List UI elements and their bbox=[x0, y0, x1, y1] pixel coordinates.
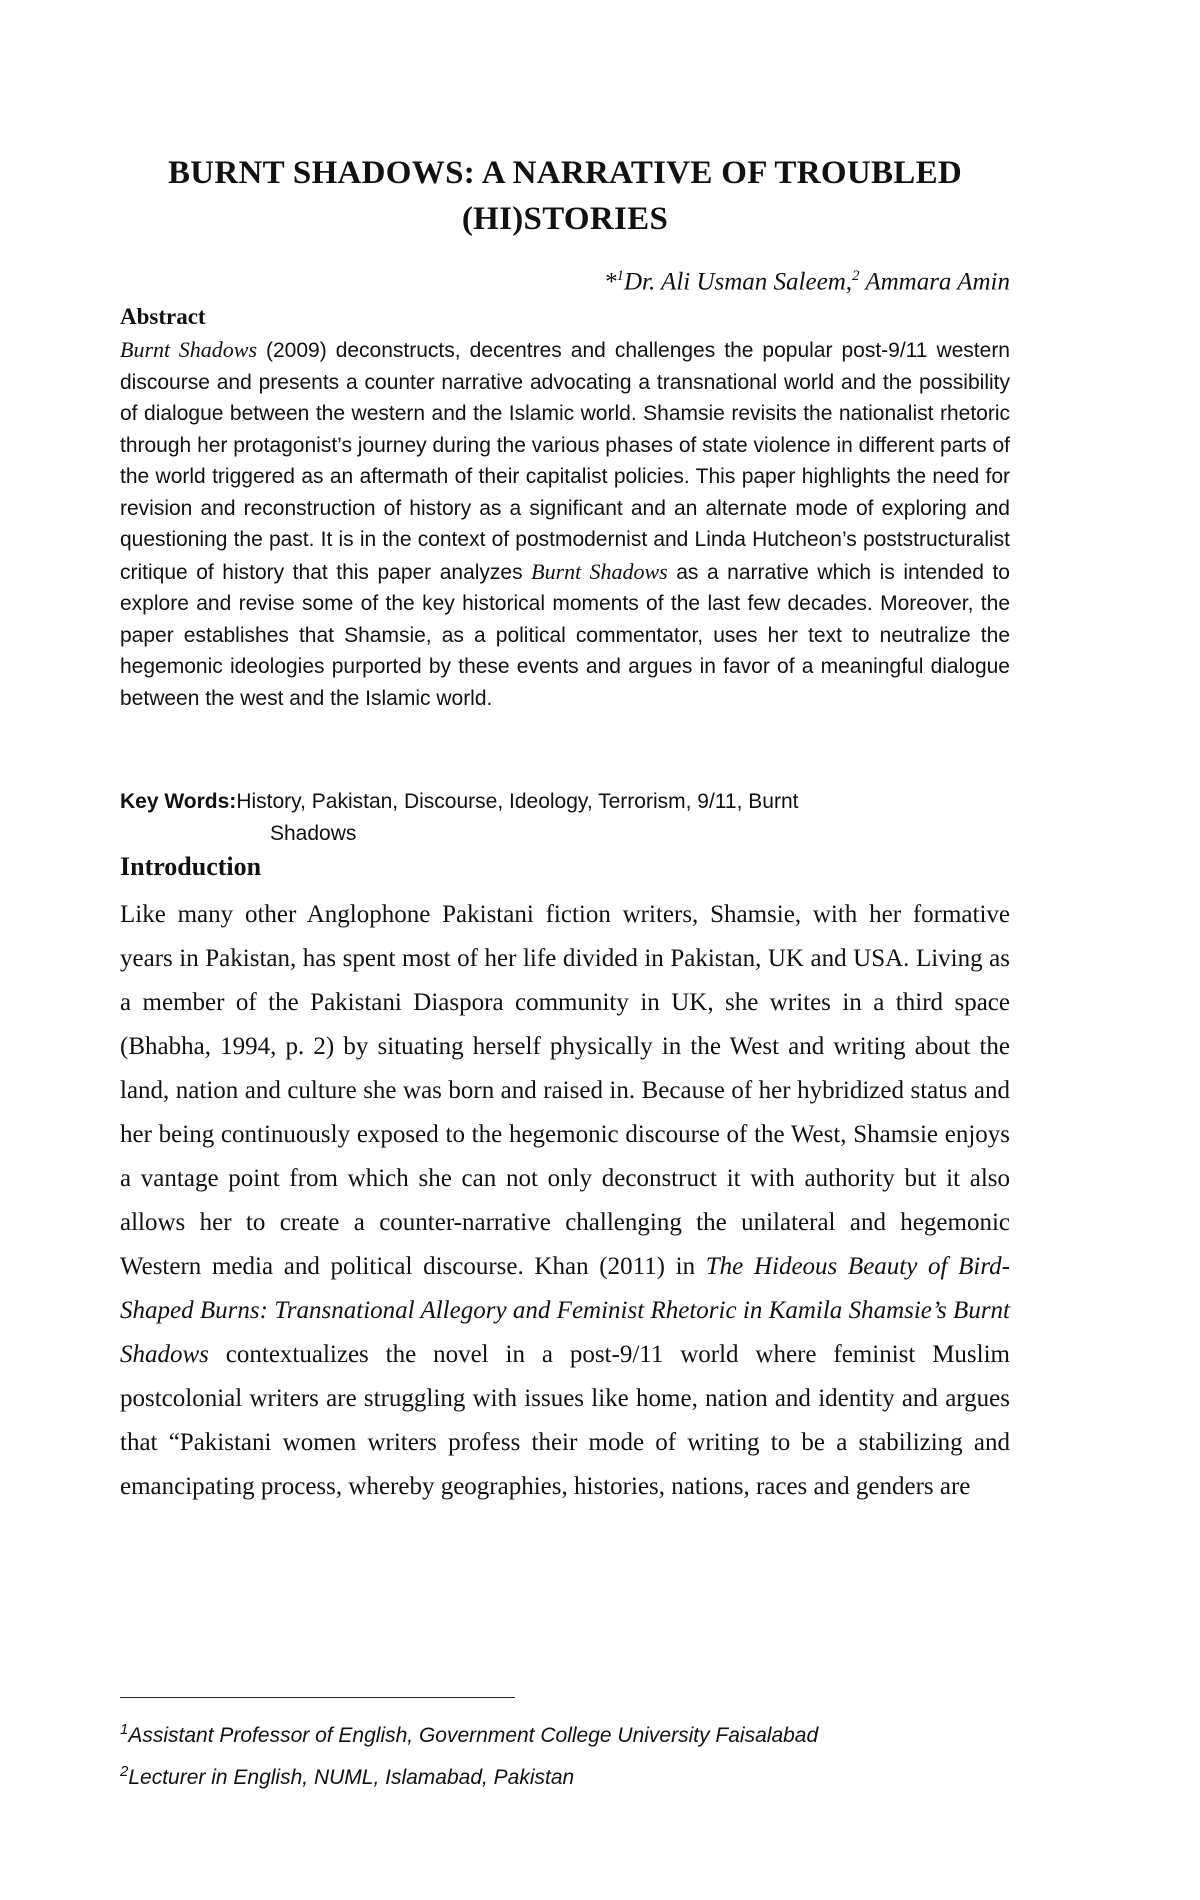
footnotes bbox=[120, 1712, 1010, 1796]
author-2-marker: 2 bbox=[852, 268, 860, 284]
intro-cited-title: The Hideous Beauty of Bird-Shaped Burns: Transnational Allegory and Feminist Rhetoric in Kamila Shamsie’s Burnt Shadows bbox=[120, 1253, 1010, 1368]
abstract-book-title-2: Burnt Shadows bbox=[531, 558, 668, 584]
footnote-1-mark: 1 bbox=[120, 1721, 129, 1738]
paper-title bbox=[120, 150, 1010, 242]
abstract-part-1: (2009) deconstructs, decentres and challenges the popular post-9/11 western discourse and presents a counter narrative advocating a transnational world and the possibility of dialogue between the western and the Islamic world. Shamsie revisits the nationalist rhetoric through her protagonist’s journey during the various phases of state violence in different parts of the world triggered as an aftermath of their capitalist policies. This paper highlights the need for revision and reconstruction of history as a significant and an alternate mode of exploring and questioning the past. It is in the context of postmodernist and Linda Hutcheon’s poststructuralist critique of history that this paper analyzes bbox=[120, 339, 1010, 584]
abstract-part-2: as a narrative which is intended to explore and revise some of the key historical moments of the last few decades. Moreover, the paper establishes that Shamsie, as a political commentator, uses her text to neutralize the hegemonic ideologies purported by these events and argues in favor of a meaningful dialogue between the west and the Islamic world. bbox=[120, 560, 1010, 710]
keywords bbox=[120, 786, 1010, 849]
author-line bbox=[604, 268, 1010, 296]
author-2: Ammara Amin bbox=[859, 268, 1010, 296]
abstract-text bbox=[120, 334, 1010, 714]
keywords-last: Shadows bbox=[270, 821, 357, 845]
abstract-book-title: Burnt Shadows bbox=[120, 337, 258, 362]
author-1: Dr. Ali Usman Saleem, bbox=[624, 268, 853, 296]
intro-part-2: contextualizes the novel in a post-9/11 world where feminist Muslim postcolonial writers are struggling with issues like home, nation and identity and argues that “Pakistani women writers profess their mode of writing to be a stabilizing and emancipating process, whereby geographies, histories, nations, races and genders are bbox=[120, 1341, 1010, 1500]
introduction-heading: Introduction bbox=[120, 852, 262, 881]
footnote-2-mark: 2 bbox=[120, 1763, 129, 1780]
title-line-2: (HI)STORIES bbox=[461, 201, 669, 237]
corresponding-mark: * bbox=[604, 268, 617, 296]
author-1-marker: 1 bbox=[616, 268, 624, 284]
intro-part-1: Like many other Anglophone Pakistani fiction writers, Shamsie, with her formative years in Pakistan, has spent most of her life divided in Pakistan, UK and USA. Living as a member of the Pakistani Diaspora community in UK, she writes in a third space (Bhabha, 1994, p. 2) by situating herself physically in the West and writing about the land, nation and culture she was born and raised in. Because of her hybridized status and her being continuously exposed to the hegemonic discourse of the West, Shamsie enjoys a vantage point from which she can not only deconstruct it with authority but it also allows her to create a counter-narrative challenging the unilateral and hegemonic Western media and political discourse. Khan (2011) in bbox=[120, 901, 1010, 1280]
introduction-paragraph bbox=[120, 893, 1010, 1509]
keywords-label: Key Words: bbox=[120, 790, 237, 813]
title-line-1: BURNT SHADOWS: A NARRATIVE OF TROUBLED bbox=[167, 155, 963, 191]
abstract-heading: Abstract bbox=[120, 304, 206, 329]
footnote-divider bbox=[120, 1697, 515, 1698]
footnote-1-text: Assistant Professor of English, Government College University Faisalabad bbox=[128, 1724, 819, 1747]
footnote-2-text: Lecturer in English, NUML, Islamabad, Pakistan bbox=[128, 1766, 575, 1789]
footnote-1 bbox=[120, 1712, 1010, 1754]
footnote-2 bbox=[120, 1754, 1010, 1796]
keywords-list: History, Pakistan, Discourse, Ideology, Terrorism, 9/11, Burnt bbox=[236, 790, 799, 813]
